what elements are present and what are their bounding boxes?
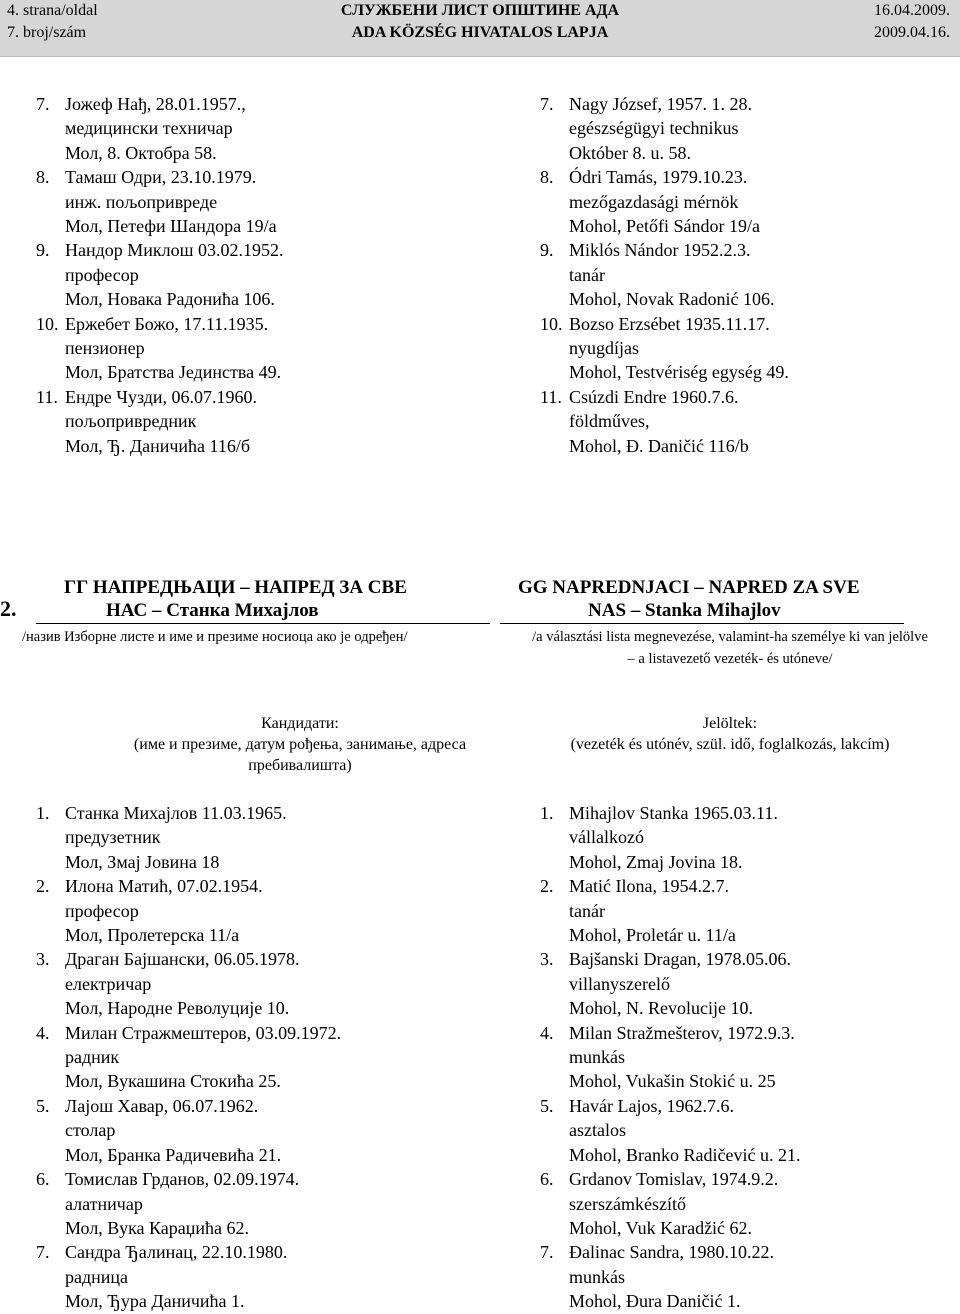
entry-number: 2. [36,876,50,897]
entry-occupation: mezőgazdasági mérnök [569,191,739,212]
entry-name: Илона Матић, 07.02.1954. [65,876,263,897]
entry-name-line [540,385,789,409]
entry-address: Október 8. u. 58. [569,142,691,163]
entry-address: Мол, Братства Јединства 49. [65,362,282,383]
entry-name-line [36,238,284,262]
entry-name: Ержебет Божо, 17.11.1935. [65,313,269,334]
entry-name: Havár Lajos, 1962.7.6. [569,1095,734,1116]
entry-occupation: столар [65,1120,116,1141]
entry-occupation: munkás [569,1266,625,1287]
entry-name-line [36,801,341,825]
entry-occupation: пољопривредник [65,411,197,432]
candidates-sub-sr-1: (име и презиме, датум рођења, занимање, адреса [133,736,467,753]
candidates-sub-sr-2: пребивалишта) [248,757,352,774]
entry-address: Мол, Змај Јовина 18 [65,851,220,872]
list-item [36,874,341,947]
entry-name: Đalinac Sandra, 1980.10.22. [569,1242,774,1263]
list-item [36,385,284,458]
entry-address: Мол, Бранка Радичевића 21. [65,1144,282,1165]
entry-name-line [540,1240,800,1264]
entry-occupation: професор [65,900,139,921]
entry-number: 1. [36,803,50,823]
caption-sr: /назив Изборне листе и име и презиме носиоца ако је одређен/ [22,629,408,645]
entry-address: Мол, Ђ. Даничића 116/б [65,435,251,456]
date-sr: 16.04.2009. [874,2,950,19]
entry-number: 6. [36,1169,50,1190]
entry-name-line [36,92,284,116]
list-item [36,312,284,385]
entry-number: 3. [36,949,50,970]
party-number: 2. [0,596,17,621]
list-holder-sr: НАС – Станка Михајлов [106,600,319,621]
underline-sr [36,623,490,624]
list-item [36,947,341,1020]
entry-address: Mohol, N. Revolucije 10. [569,998,753,1019]
entry-address: Mohol, Đ. Daničić 116/b [569,435,749,456]
date-hu: 2009.04.16. [874,24,950,41]
previous-list-sr [36,92,284,458]
entry-name-line [540,1167,800,1191]
entry-occupation: пензионер [65,338,145,359]
entry-name-line [36,1021,341,1045]
entry-name-line [36,947,341,971]
list-item [540,801,800,874]
list-item [36,238,284,311]
list-item [36,1021,341,1094]
entry-occupation: инж. пољопривреде [65,191,218,212]
entry-occupation: електричар [65,973,152,994]
list-item [540,1240,800,1313]
entry-name: Ендре Чузди, 06.07.1960. [65,386,258,407]
entry-occupation: алатничар [65,1193,143,1214]
entry-number: 4. [540,1022,554,1043]
entry-name-line [36,312,284,336]
entry-name: Томислав Грданов, 02.09.1974. [65,1169,300,1190]
entry-address: Мол, 8. Октобра 58. [65,142,217,163]
party-name-sr: ГГ НАПРЕДЊАЦИ – НАПРЕД ЗА СВЕ [64,577,407,598]
entry-number: 4. [36,1022,50,1043]
entry-number: 10. [540,313,563,334]
entry-name-line [36,385,284,409]
entry-number: 7. [540,1242,554,1263]
entry-number: 2. [540,876,554,897]
entry-name-line [36,1094,341,1118]
entry-name-line [540,312,789,336]
entry-occupation: villanyszerelő [569,973,670,994]
entry-occupation: радница [65,1266,129,1287]
entry-name: Csúzdi Endre 1960.7.6. [569,386,739,407]
entry-name: Драган Бајшански, 06.05.1978. [65,949,300,970]
entry-address: Mohol, Proletár u. 11/a [569,925,736,946]
list-item [540,1021,800,1094]
entry-number: 7. [36,1242,50,1263]
underline-hu [500,623,904,624]
entry-number: 9. [540,240,554,261]
list-holder-hu: NAS – Stanka Mihajlov [588,600,781,621]
entry-name-line [540,947,800,971]
entry-occupation: munkás [569,1047,625,1068]
list-item [540,92,789,165]
entry-address: Mohol, Branko Radičević u. 21. [569,1144,801,1165]
entry-address: Mohol, Zmaj Jovina 18. [569,851,743,872]
entry-address: Mohol, Petőfi Sándor 19/a [569,216,760,237]
entry-name: Milan Stražmešterov, 1972.9.3. [569,1022,795,1043]
entry-name: Mihajlov Stanka 1965.03.11. [569,803,778,823]
entry-occupation: радник [65,1047,120,1068]
entry-address: Мол, Вука Караџића 62. [65,1217,250,1238]
entry-name-line [36,165,284,189]
entry-name: Милан Стражмештеров, 03.09.1972. [65,1022,342,1043]
entry-address: Мол, Новака Радонића 106. [65,289,275,310]
page-number: 4. strana/oldal [7,2,98,19]
entry-address: Mohol, Testvériség egység 49. [569,362,789,383]
entry-name-line [540,1094,800,1118]
candidates-title-hu: Jelöltek: [702,715,758,732]
list-item [540,312,789,385]
entry-name-line [36,1167,341,1191]
entry-occupation: egészségügyi technikus [569,118,739,139]
candidates-list-hu [540,801,800,1314]
entry-number: 6. [540,1169,554,1190]
entry-address: Mohol, Đura Daničić 1. [569,1291,741,1312]
entry-occupation: asztalos [569,1120,626,1141]
gazette-title-sr: СЛУЖБЕНИ ЛИСТ ОПШТИНЕ АДА [340,2,620,19]
entry-name: Станка Михајлов 11.03.1965. [65,803,287,823]
entry-name-line [540,165,789,189]
entry-name-line [36,1240,341,1264]
list-item [36,165,284,238]
list-item [36,1094,341,1167]
candidates-list-sr [36,801,341,1314]
entry-number: 9. [36,240,50,261]
entry-number: 11. [36,386,58,407]
entry-name-line [540,874,800,898]
entry-name-line [540,92,789,116]
entry-name: Bozso Erzsébet 1935.11.17. [569,313,770,334]
entry-occupation: nyugdíjas [569,338,639,359]
entry-number: 10. [36,313,59,334]
entry-name-line [540,801,800,825]
entry-address: Mohol, Vuk Karadžić 62. [569,1217,753,1238]
entry-address: Мол, Народне Револуције 10. [65,998,290,1019]
entry-number: 5. [540,1095,554,1116]
entry-name: Тамаш Одри, 23.10.1979. [65,167,257,188]
entry-name-line [540,1021,800,1045]
entry-address: Мол, Пролетерска 11/а [65,925,240,946]
list-item [540,165,789,238]
party-name-hu: GG NAPREDNJACI – NAPRED ZA SVE [518,577,860,598]
entry-name: Grdanov Tomislav, 1974.9.2. [569,1169,779,1190]
entry-occupation: предузетник [65,827,161,848]
entry-name: Miklós Nándor 1952.2.3. [569,240,751,261]
list-item [540,1094,800,1167]
header-right [874,0,950,44]
entry-number: 8. [540,167,554,188]
entry-occupation: медицински техничар [65,118,233,139]
caption-hu [500,626,960,670]
entry-name-line [540,238,789,262]
entry-number: 1. [540,803,554,823]
entry-number: 11. [540,386,562,407]
page-header [0,0,960,57]
entry-name: Лајош Хавар, 06.07.1962. [65,1095,259,1116]
entry-name: Сандра Ђалинац, 22.10.1980. [65,1242,288,1263]
entry-name: Јожеф Нађ, 28.01.1957., [65,94,246,114]
entry-name: Matić Ilona, 1954.2.7. [569,876,729,897]
gazette-title-hu: ADA KÖZSÉG HIVATALOS LAPJA [351,24,609,41]
list-item [540,947,800,1020]
list-item [540,385,789,458]
previous-list-hu [540,92,789,458]
list-item [540,874,800,947]
entry-number: 7. [540,94,554,114]
candidates-sub-hu: (vezeték és utónév, szül. idő, foglalkozás, lakcím) [570,736,890,753]
entry-address: Mohol, Vukašin Stokić u. 25 [569,1071,776,1092]
entry-address: Мол, Петефи Шандора 19/а [65,216,277,237]
list-item [36,801,341,874]
entry-occupation: vállalkozó [569,827,644,848]
header-center [0,0,960,44]
entry-name-line [36,874,341,898]
entry-occupation: szerszámkészítő [569,1193,686,1214]
list-item [36,92,284,165]
entry-address: Мол, Вукашина Стокића 25. [65,1071,281,1092]
list-item [540,238,789,311]
entry-name: Ódri Tamás, 1979.10.23. [569,167,748,188]
candidates-title-sr: Кандидати: [261,715,339,732]
entry-number: 5. [36,1095,50,1116]
entry-number: 7. [36,94,50,114]
entry-name: Нандор Миклош 03.02.1952. [65,240,284,261]
list-item [36,1167,341,1240]
entry-occupation: tanár [569,264,605,285]
candidates-heading-hu [480,713,960,755]
entry-occupation: földműves, [569,411,650,432]
caption-hu-line1: /a választási lista megnevezése, valamint-ha személye ki van jelölve [532,629,928,645]
entry-address: Мол, Ђура Даничића 1. [65,1291,245,1312]
entry-name: Bajšanski Dragan, 1978.05.06. [569,949,791,970]
entry-name: Nagy József, 1957. 1. 28. [569,94,752,114]
list-item [540,1167,800,1240]
entry-number: 3. [540,949,554,970]
entry-address: Mohol, Novak Radonić 106. [569,289,775,310]
entry-occupation: професор [65,264,139,285]
caption-hu-line2: – a listavezető vezeték- és utóneve/ [627,651,833,667]
entry-occupation: tanár [569,900,605,921]
list-item [36,1240,341,1313]
entry-number: 8. [36,167,50,188]
issue-number: 7. broj/szám [7,24,87,41]
